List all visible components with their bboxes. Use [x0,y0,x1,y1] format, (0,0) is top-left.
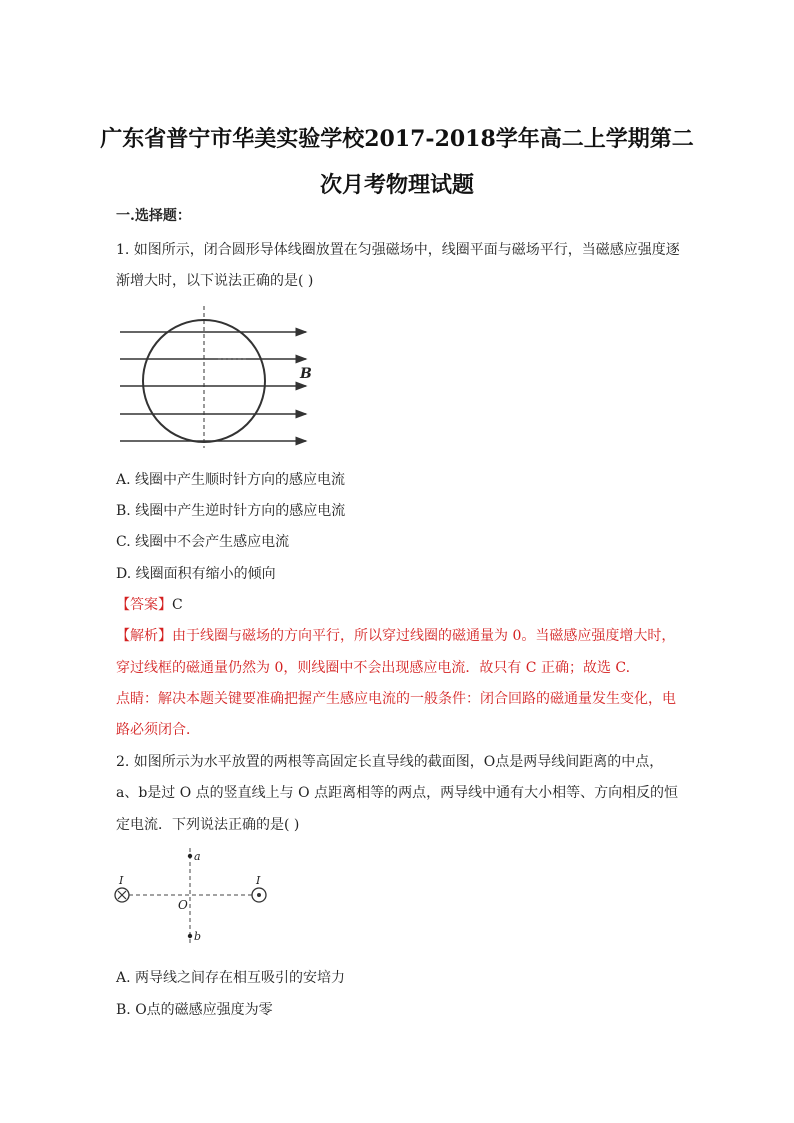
label-b: b [194,930,202,943]
label-i-right: I [256,874,261,887]
title-line-1: 广东省普宁市华美实验学校2017-2018学年高二上学期第二 [100,126,694,152]
q1-option-d: D. 线圈面积有缩小的倾向 [116,566,276,582]
q1-option-b: B. 线圈中产生逆时针方向的感应电流 [116,503,346,519]
q1-comment-line-1: 点睛：解决本题关键要准确把握产生感应电流的一般条件：闭合回路的磁通量发生变化，电 [116,691,676,707]
q1-option-a: A. 线圈中产生顺时针方向的感应电流 [116,472,346,488]
q1-answer [116,594,183,614]
label-a: a [194,850,201,863]
analysis-tag: 【解析】 [116,628,172,644]
q2-option-b: B. O点的磁感应强度为零 [116,1002,273,1018]
label-o: O [178,898,188,912]
analysis-text: 由于线圈与磁场的方向平行，所以穿过线圈的磁通量为 0。当磁感应强度增大时， [172,628,676,644]
section-heading: 一.选择题： [116,208,191,224]
label-i-left: I [119,874,124,887]
left-wire-cross [115,888,129,902]
q2-text-line-3: 定电流．下列说法正确的是( ) [116,817,300,833]
point-a [188,854,192,858]
q2-option-a: A. 两导线之间存在相互吸引的安培力 [116,970,346,986]
coil-circle [143,320,265,442]
answer-value: C [172,597,183,613]
q1-option-c: C. 线圈中不会产生感应电流 [116,534,290,550]
q1-text-line-2: 渐增大时，以下说法正确的是( ) [116,273,314,289]
field-lines [120,332,306,441]
q1-text-line-1: 1. 如图所示，闭合圆形导体线圈放置在匀强磁场中，线圈平面与磁场平行，当磁感应强度逐 [116,242,680,258]
q1-magnetic-field-figure [116,300,326,450]
q1-analysis-line-1 [116,625,675,645]
q2-wires-figure [108,842,278,954]
answer-tag: 【答案】 [116,597,172,613]
point-b [188,934,192,938]
q2-text-line-1: 2. 如图所示为水平放置的两根等高固定长直导线的截面图，O点是两导线间距离的中点， [116,754,664,770]
q1-comment-line-2: 路必须闭合． [116,722,200,738]
q1-analysis-line-2: 穿过线框的磁通量仍然为 0，则线圈中不会出现感应电流．故只有 C 正确；故选 C. [116,660,631,676]
right-wire-dot [252,888,266,902]
q2-text-line-2: a、b是过 O 点的竖直线上与 O 点距离相等的两点，两导线中通有大小相等、方向相反的恒 [116,785,679,801]
field-label-b: B [300,366,312,382]
title-line-2: 次月考物理试题 [319,172,474,198]
